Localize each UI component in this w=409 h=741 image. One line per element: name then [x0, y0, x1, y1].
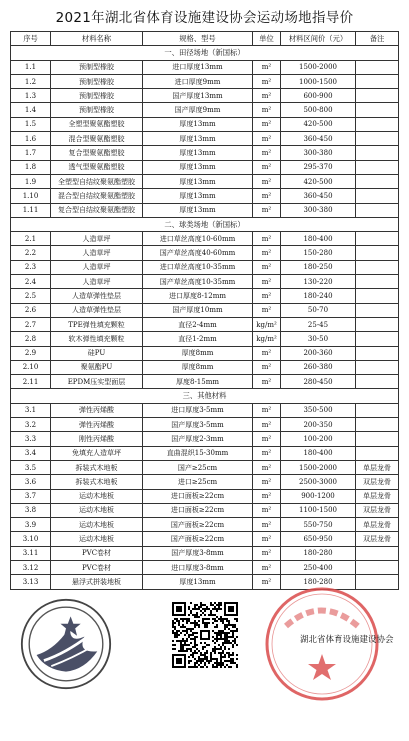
cell-unit: m² [253, 60, 281, 74]
cell-no: 3.2 [11, 418, 51, 432]
cell-spec: 进口草丝高度10-60mm [143, 232, 253, 246]
cell-unit: m² [253, 89, 281, 103]
cell-note [356, 232, 399, 246]
cell-note [356, 74, 399, 88]
cell-name: 混合型聚氨酯塑胶 [51, 132, 143, 146]
cell-unit: m² [253, 289, 281, 303]
cell-no: 3.9 [11, 518, 51, 532]
cell-name: 全塑型聚氨酯塑胶 [51, 117, 143, 131]
cell-name: 刚性丙烯酸 [51, 432, 143, 446]
cell-spec: 进口厚度9mm [143, 74, 253, 88]
cell-no: 2.7 [11, 317, 51, 331]
cell-note [356, 303, 399, 317]
cell-unit: m² [253, 575, 281, 589]
cell-unit: m² [253, 446, 281, 460]
cell-spec: 国产面板≥22cm [143, 518, 253, 532]
cell-note [356, 317, 399, 331]
cell-spec: 国产面板≥22cm [143, 532, 253, 546]
cell-name: 弹性丙烯酸 [51, 418, 143, 432]
cell-note: 双层龙骨 [356, 503, 399, 517]
table-row [11, 203, 399, 217]
cell-price: 295-370 [281, 160, 356, 174]
cell-name: 透气型聚氨酯塑胶 [51, 160, 143, 174]
table-row [11, 403, 399, 417]
cell-note: 单层龙骨 [356, 489, 399, 503]
table-row [11, 560, 399, 574]
cell-spec: 厚度13mm [143, 174, 253, 188]
cell-unit: m² [253, 432, 281, 446]
cell-price: 180-280 [281, 575, 356, 589]
cell-name: 运动木地板 [51, 532, 143, 546]
cell-no: 1.8 [11, 160, 51, 174]
cell-unit: m² [253, 503, 281, 517]
cell-note [356, 346, 399, 360]
table-row [11, 275, 399, 289]
cell-no: 2.2 [11, 246, 51, 260]
cell-spec: 国产草丝高度10-35mm [143, 275, 253, 289]
table-row [11, 303, 399, 317]
cell-name: 预制型橡胶 [51, 103, 143, 117]
cell-spec: 国产厚度3-5mm [143, 418, 253, 432]
cell-spec: 进口厚度3-5mm [143, 403, 253, 417]
cell-note [356, 260, 399, 274]
cell-name: PVC卷材 [51, 546, 143, 560]
table-row [11, 74, 399, 88]
cell-note [356, 418, 399, 432]
cell-unit: m² [253, 532, 281, 546]
cell-unit: m² [253, 303, 281, 317]
cell-unit: m² [253, 460, 281, 474]
cell-unit: m² [253, 475, 281, 489]
cell-unit: m² [253, 418, 281, 432]
cell-note [356, 360, 399, 374]
cell-note: 双层龙骨 [356, 475, 399, 489]
cell-price: 1500-2000 [281, 60, 356, 74]
header-cell: 规格、型号 [143, 32, 253, 46]
cell-name: 硅PU [51, 346, 143, 360]
cell-name: 预制型橡胶 [51, 89, 143, 103]
cell-price: 250-400 [281, 560, 356, 574]
cell-note [356, 546, 399, 560]
cell-price: 900-1200 [281, 489, 356, 503]
cell-spec: 厚度8mm [143, 346, 253, 360]
cell-note [356, 203, 399, 217]
header-cell: 材料区间价（元） [281, 32, 356, 46]
cell-spec: 进口面板≥22cm [143, 503, 253, 517]
cell-name: 混合型自结纹聚氨酯塑胶 [51, 189, 143, 203]
cell-unit: kg/m² [253, 332, 281, 346]
table-row [11, 489, 399, 503]
cell-name: 人造草弹性垫层 [51, 289, 143, 303]
cell-unit: m² [253, 260, 281, 274]
cell-no: 1.2 [11, 74, 51, 88]
cell-no: 2.10 [11, 360, 51, 374]
cell-spec: 厚度13mm [143, 160, 253, 174]
cell-price: 200-360 [281, 346, 356, 360]
header-cell: 单位 [253, 32, 281, 46]
cell-unit: m² [253, 360, 281, 374]
cell-note [356, 246, 399, 260]
cell-note [356, 375, 399, 389]
cell-name: 人造草坪 [51, 246, 143, 260]
cell-name: 运动木地板 [51, 503, 143, 517]
table-row [11, 460, 399, 474]
cell-name: 软木弹性填充颗粒 [51, 332, 143, 346]
cell-no: 1.3 [11, 89, 51, 103]
cell-no: 1.11 [11, 203, 51, 217]
cell-price: 1500-2000 [281, 460, 356, 474]
cell-spec: 厚度13mm [143, 575, 253, 589]
cell-note [356, 117, 399, 131]
table-row [11, 546, 399, 560]
cell-name: 拆装式木地板 [51, 460, 143, 474]
cell-price: 25-45 [281, 317, 356, 331]
cell-no: 2.11 [11, 375, 51, 389]
cell-spec: 国产厚度2-3mm [143, 432, 253, 446]
cell-no: 3.6 [11, 475, 51, 489]
cell-unit: m² [253, 275, 281, 289]
cell-spec: 厚度13mm [143, 132, 253, 146]
cell-spec: 厚度8mm [143, 360, 253, 374]
cell-name: 拆装式木地板 [51, 475, 143, 489]
cell-name: PVC卷材 [51, 560, 143, 574]
header-cell: 备注 [356, 32, 399, 46]
cell-unit: m² [253, 232, 281, 246]
cell-unit: kg/m² [253, 317, 281, 331]
cell-no: 3.12 [11, 560, 51, 574]
cell-spec: 直径1-2mm [143, 332, 253, 346]
header-cell: 材料名称 [51, 32, 143, 46]
cell-no: 3.7 [11, 489, 51, 503]
cell-no: 2.6 [11, 303, 51, 317]
cell-spec: 厚度8-15mm [143, 375, 253, 389]
cell-name: 人造草弹性垫层 [51, 303, 143, 317]
cell-name: 全塑型自结纹聚氨酯塑胶 [51, 174, 143, 188]
cell-spec: 国产厚度13mm [143, 89, 253, 103]
cell-unit: m² [253, 246, 281, 260]
cell-unit: m² [253, 74, 281, 88]
cell-unit: m² [253, 489, 281, 503]
table-row [11, 146, 399, 160]
cell-price: 200-350 [281, 418, 356, 432]
cell-note [356, 189, 399, 203]
cell-price: 130-220 [281, 275, 356, 289]
cell-no: 1.9 [11, 174, 51, 188]
table-row [11, 260, 399, 274]
cell-name: 运动木地板 [51, 489, 143, 503]
cell-spec: 直曲混织15-30mm [143, 446, 253, 460]
cell-price: 360-450 [281, 189, 356, 203]
price-table-body [11, 32, 399, 590]
table-row [11, 317, 399, 331]
cell-spec: 厚度13mm [143, 203, 253, 217]
cell-unit: m² [253, 189, 281, 203]
cell-price: 550-750 [281, 518, 356, 532]
cell-spec: 进口厚度3-8mm [143, 560, 253, 574]
cell-note [356, 89, 399, 103]
cell-spec: 进口≥25cm [143, 475, 253, 489]
cell-spec: 厚度13mm [143, 146, 253, 160]
section-header-row [11, 217, 399, 231]
table-header-row [11, 32, 399, 46]
cell-unit: m² [253, 203, 281, 217]
cell-spec: 国产厚度9mm [143, 103, 253, 117]
header-cell: 序号 [11, 32, 51, 46]
section-header-row [11, 389, 399, 403]
cell-name: 预制型橡胶 [51, 74, 143, 88]
cell-unit: m² [253, 174, 281, 188]
table-row [11, 432, 399, 446]
cell-price: 50-70 [281, 303, 356, 317]
association-logo-icon [20, 598, 112, 690]
cell-name: 弹性丙烯酸 [51, 403, 143, 417]
cell-spec: 国产厚度10mm [143, 303, 253, 317]
cell-spec: 厚度13mm [143, 189, 253, 203]
cell-name: 人造草坪 [51, 260, 143, 274]
cell-price: 650-950 [281, 532, 356, 546]
section-title: 一、田径场地（新国标） [11, 46, 399, 60]
cell-unit: m² [253, 546, 281, 560]
table-row [11, 232, 399, 246]
table-row [11, 132, 399, 146]
organization-name: 湖北省体育设施建设协会 [300, 635, 394, 645]
cell-unit: m² [253, 518, 281, 532]
cell-no: 3.10 [11, 532, 51, 546]
cell-unit: m² [253, 146, 281, 160]
table-row [11, 375, 399, 389]
table-row [11, 446, 399, 460]
cell-no: 1.7 [11, 146, 51, 160]
table-row [11, 518, 399, 532]
table-row [11, 532, 399, 546]
cell-no: 1.4 [11, 103, 51, 117]
cell-unit: m² [253, 160, 281, 174]
cell-note [356, 103, 399, 117]
table-row [11, 346, 399, 360]
cell-note [356, 446, 399, 460]
section-title: 二、球类场地（新国标） [11, 217, 399, 231]
cell-no: 3.13 [11, 575, 51, 589]
cell-note [356, 275, 399, 289]
cell-no: 3.5 [11, 460, 51, 474]
cell-no: 3.1 [11, 403, 51, 417]
cell-price: 100-200 [281, 432, 356, 446]
cell-price: 180-400 [281, 446, 356, 460]
cell-price: 420-500 [281, 174, 356, 188]
cell-unit: m² [253, 103, 281, 117]
table-row [11, 503, 399, 517]
cell-note [356, 403, 399, 417]
cell-spec: 厚度13mm [143, 117, 253, 131]
cell-note: 单层龙骨 [356, 460, 399, 474]
table-row [11, 174, 399, 188]
cell-no: 2.8 [11, 332, 51, 346]
cell-price: 500-800 [281, 103, 356, 117]
cell-note [356, 160, 399, 174]
cell-spec: 进口厚度13mm [143, 60, 253, 74]
cell-note [356, 432, 399, 446]
cell-no: 3.11 [11, 546, 51, 560]
cell-name: 复合型聚氨酯塑胶 [51, 146, 143, 160]
cell-unit: m² [253, 375, 281, 389]
cell-no: 1.5 [11, 117, 51, 131]
table-row [11, 117, 399, 131]
cell-note [356, 332, 399, 346]
cell-spec: 国产草丝高度40-60mm [143, 246, 253, 260]
cell-name: 悬浮式拼装地板 [51, 575, 143, 589]
cell-spec: 进口厚度8-12mm [143, 289, 253, 303]
cell-price: 180-250 [281, 260, 356, 274]
table-row [11, 160, 399, 174]
cell-name: 复合型自结纹聚氨酯塑胶 [51, 203, 143, 217]
table-row [11, 60, 399, 74]
cell-price: 360-450 [281, 132, 356, 146]
cell-price: 300-380 [281, 203, 356, 217]
cell-price: 30-50 [281, 332, 356, 346]
cell-unit: m² [253, 117, 281, 131]
cell-no: 3.3 [11, 432, 51, 446]
table-row [11, 103, 399, 117]
cell-unit: m² [253, 346, 281, 360]
cell-price: 260-380 [281, 360, 356, 374]
cell-spec: 国产≥25cm [143, 460, 253, 474]
cell-name: 聚氨酯PU [51, 360, 143, 374]
table-row [11, 418, 399, 432]
cell-no: 1.6 [11, 132, 51, 146]
cell-name: EPDM压实型面层 [51, 375, 143, 389]
table-row [11, 246, 399, 260]
cell-name: 运动木地板 [51, 518, 143, 532]
cell-no: 1.10 [11, 189, 51, 203]
table-row [11, 189, 399, 203]
table-row [11, 289, 399, 303]
cell-price: 420-500 [281, 117, 356, 131]
cell-spec: 国产厚度3-8mm [143, 546, 253, 560]
cell-note [356, 132, 399, 146]
section-title: 三、其他材料 [11, 389, 399, 403]
cell-price: 600-900 [281, 89, 356, 103]
cell-spec: 直径2-4mm [143, 317, 253, 331]
table-row [11, 332, 399, 346]
cell-price: 180-240 [281, 289, 356, 303]
cell-note [356, 174, 399, 188]
cell-note: 双层龙骨 [356, 532, 399, 546]
cell-note [356, 560, 399, 574]
cell-price: 180-280 [281, 546, 356, 560]
cell-name: 人造草坪 [51, 275, 143, 289]
cell-no: 3.8 [11, 503, 51, 517]
cell-note [356, 289, 399, 303]
cell-name: TPE弹性填充颗粒 [51, 317, 143, 331]
cell-note [356, 146, 399, 160]
cell-no: 2.9 [11, 346, 51, 360]
cell-no: 2.1 [11, 232, 51, 246]
table-row [11, 89, 399, 103]
cell-price: 300-380 [281, 146, 356, 160]
table-row [11, 475, 399, 489]
cell-price: 1000-1500 [281, 74, 356, 88]
cell-name: 预制型橡胶 [51, 60, 143, 74]
cell-name: 人造草坪 [51, 232, 143, 246]
cell-note [356, 60, 399, 74]
table-row [11, 360, 399, 374]
cell-price: 1100-1500 [281, 503, 356, 517]
cell-name: 免填充人造草坪 [51, 446, 143, 460]
page-title: 2021年湖北省体育设施建设协会运动场地指导价 [55, 10, 354, 26]
cell-note: 单层龙骨 [356, 518, 399, 532]
cell-price: 280-450 [281, 375, 356, 389]
cell-spec: 进口面板≥22cm [143, 489, 253, 503]
cell-no: 2.3 [11, 260, 51, 274]
cell-no: 3.4 [11, 446, 51, 460]
cell-price: 180-400 [281, 232, 356, 246]
cell-unit: m² [253, 132, 281, 146]
qr-code-icon [172, 602, 238, 668]
price-table [10, 31, 399, 590]
cell-unit: m² [253, 560, 281, 574]
cell-no: 1.1 [11, 60, 51, 74]
section-header-row [11, 46, 399, 60]
cell-price: 350-500 [281, 403, 356, 417]
cell-price: 150-280 [281, 246, 356, 260]
cell-price: 2500-3000 [281, 475, 356, 489]
cell-unit: m² [253, 403, 281, 417]
cell-spec: 进口草丝高度10-35mm [143, 260, 253, 274]
cell-no: 2.4 [11, 275, 51, 289]
cell-no: 2.5 [11, 289, 51, 303]
